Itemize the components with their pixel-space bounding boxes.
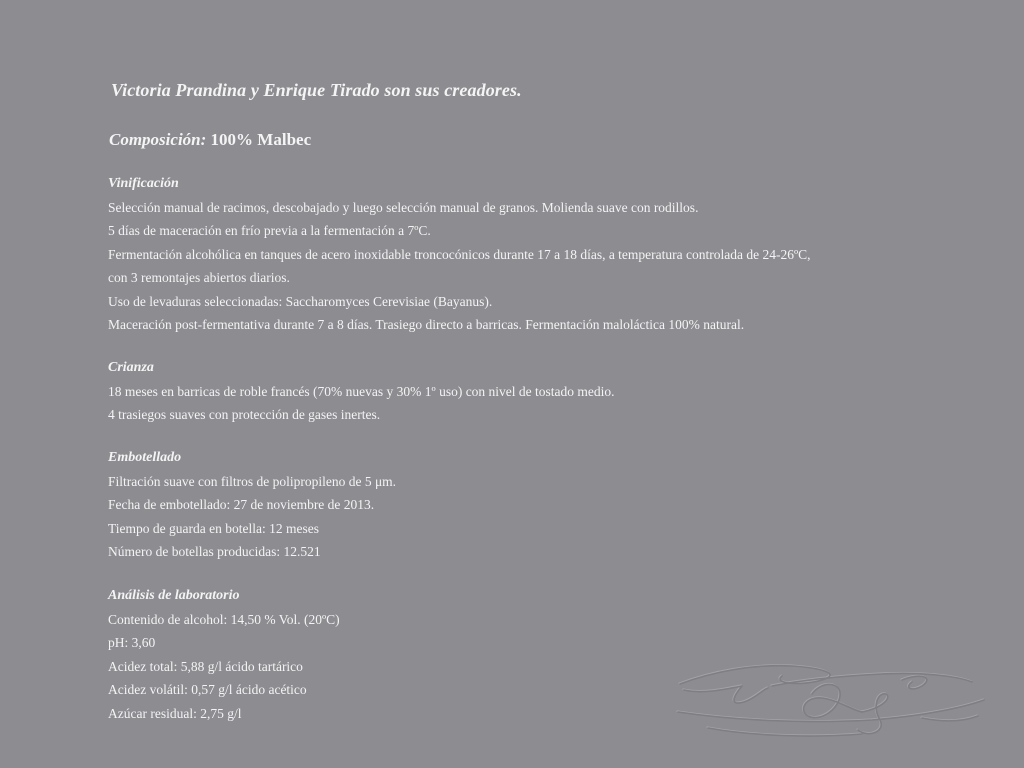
composition-value: 100% Malbec [206,130,312,149]
calligraphic-monogram-icon [672,650,992,745]
section-line: Selección manual de racimos, descobajado y luego selección manual de granos. Molienda suave con rodillos. [108,199,699,215]
section-line: Fecha de embotellado: 27 de noviembre de 2013. [108,497,375,512]
section-line: Contenido de alcohol: 14,50 % Vol. (20ºC) [108,611,340,627]
composition-label: Composición: [109,130,207,149]
section-line: 18 meses en barricas de roble francés (70% nuevas y 30% 1º uso) con nivel de tostado medio. [108,383,615,399]
section-line: Maceración post-fermentativa durante 7 a 8 días. Trasiego directo a barricas. Fermentación maloláctica 100% natural. [108,317,745,332]
section-crianza [108,356,928,427]
section-line: pH: 3,60 [108,635,156,650]
section-line: Azúcar residual: 2,75 g/l [108,705,242,721]
section-line: Filtración suave con filtros de polipropileno de 5 μm. [108,473,397,489]
section-title: Crianza [108,360,154,375]
section-line: Acidez volátil: 0,57 g/l ácido acético [108,682,307,697]
section-line: 4 trasiegos suaves con protección de gases inertes. [108,407,381,422]
section-line: Número de botellas producidas: 12.521 [108,544,321,559]
section-title: Análisis de laboratorio [108,588,240,603]
section-title: Embotellado [108,450,182,465]
composition [109,130,311,150]
section-vinificacion [108,172,928,337]
section-line: Acidez total: 5,88 g/l ácido tartárico [108,658,303,674]
section-title: Vinificación [108,176,179,191]
section-line: con 3 remontajes abiertos diarios. [108,270,290,285]
section-line: Fermentación alcohólica en tanques de acero inoxidable troncocónicos durante 17 a 18 días, a temperatura controlada de 24-26ºC, [108,246,811,262]
section-line: Uso de levaduras seleccionadas: Saccharomyces Cerevisiae (Bayanus). [108,293,493,309]
section-line: Tiempo de guarda en botella: 12 meses [108,520,319,536]
section-line: 5 días de maceración en frío previa a la fermentación a 7ºC. [108,223,431,238]
headline: Victoria Prandina y Enrique Tirado son sus creadores. [111,80,522,100]
section-embotellado [108,446,928,564]
